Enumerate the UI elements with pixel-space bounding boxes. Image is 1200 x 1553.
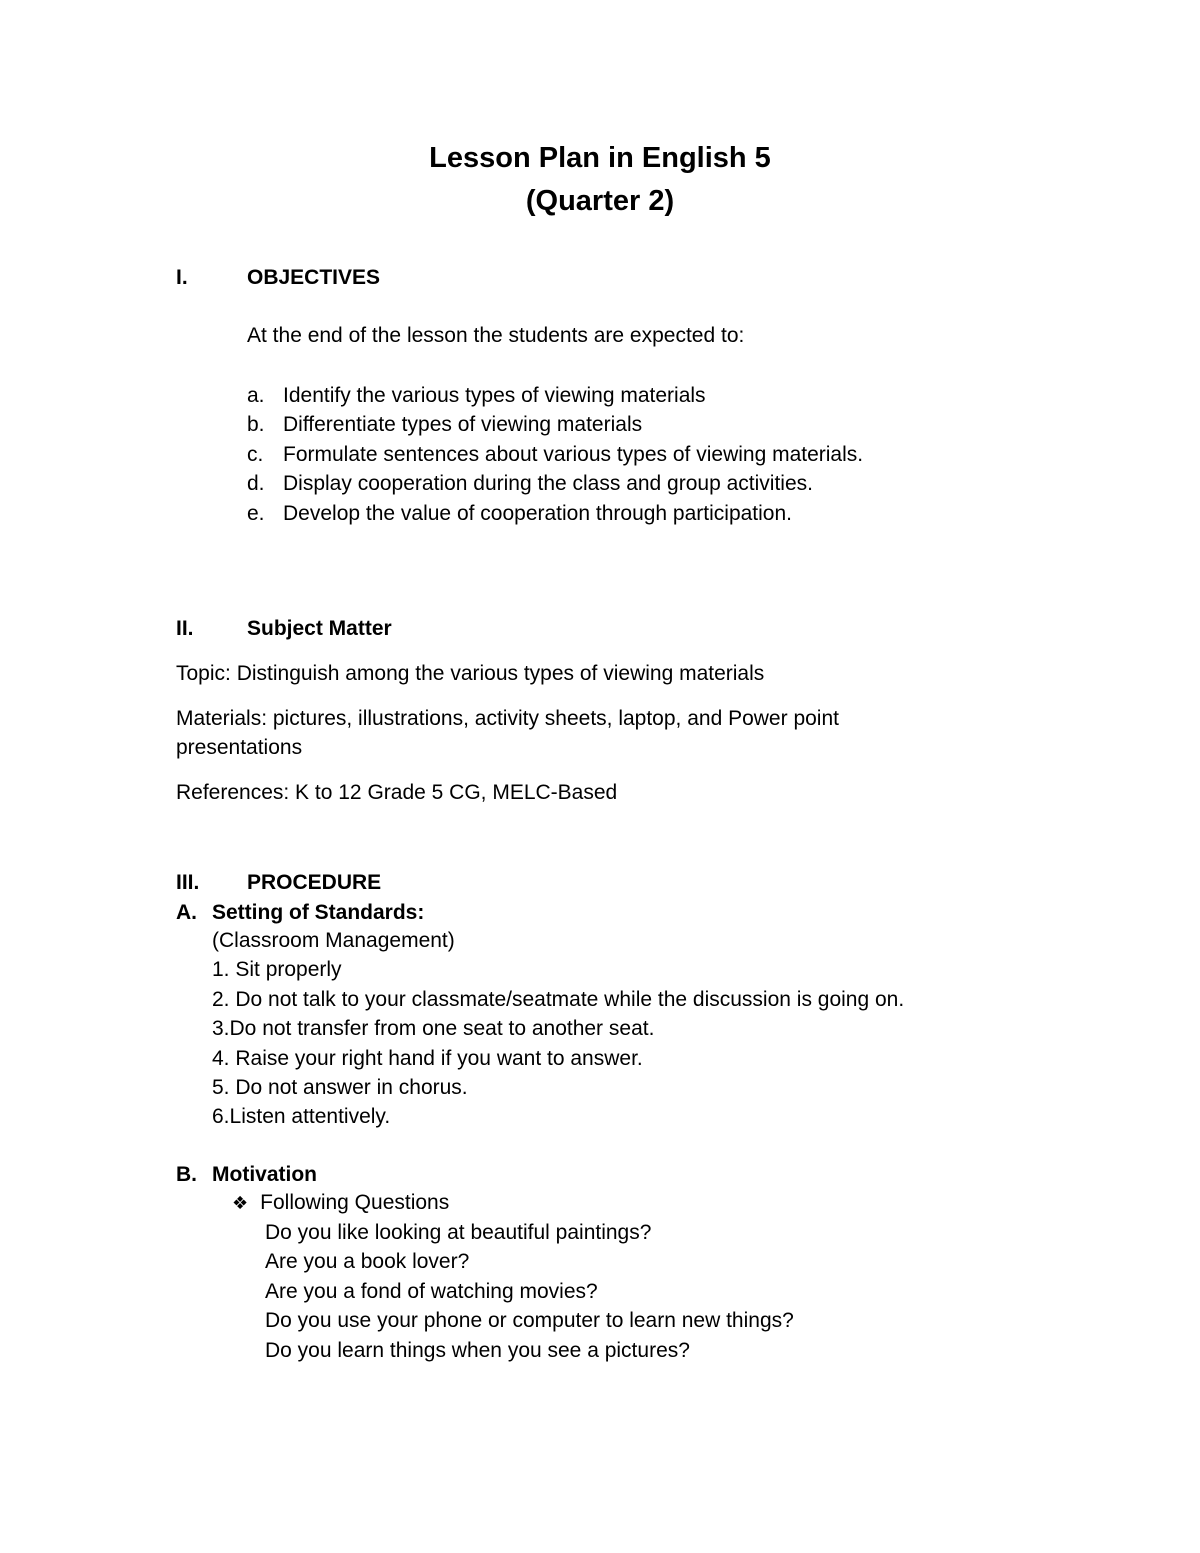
subject-references: References: K to 12 Grade 5 CG, MELC-Based	[176, 781, 618, 804]
objective-item	[247, 440, 1007, 469]
objective-item	[247, 499, 1007, 528]
subsection-letter-setting: A.	[176, 901, 197, 924]
document-title: Lesson Plan in English 5	[429, 142, 771, 174]
subsection-heading-setting: Setting of Standards:	[212, 901, 425, 924]
objective-text: Develop the value of cooperation through participation.	[283, 501, 793, 525]
subsection-letter-motivation: B.	[176, 1163, 197, 1186]
motivation-questions	[265, 1218, 794, 1365]
objectives-intro: At the end of the lesson the students are expected to:	[247, 324, 745, 347]
standards-line: 4. Raise your right hand if you want to answer.	[212, 1046, 643, 1070]
subject-materials-line2: presentations	[176, 736, 303, 759]
motivation-question: Do you use your phone or computer to learn new things?	[265, 1309, 794, 1333]
diamond-bullet-icon: ❖	[232, 1193, 249, 1213]
objective-letter: c.	[247, 442, 264, 466]
objective-letter: e.	[247, 501, 265, 525]
objective-letter: a.	[247, 384, 265, 407]
objective-text: Differentiate types of viewing materials	[283, 413, 643, 437]
subject-materials-line1: Materials: pictures, illustrations, activity sheets, laptop, and Power point	[176, 707, 839, 730]
section-heading-procedure: PROCEDURE	[247, 871, 382, 894]
objective-letter: b.	[247, 413, 265, 437]
objective-text: Display cooperation during the class and group activities.	[283, 472, 813, 496]
motivation-bullet	[232, 1188, 449, 1218]
objective-item	[247, 381, 1007, 410]
motivation-bullet-label: Following Questions	[260, 1191, 450, 1214]
section-numeral-procedure: III.	[176, 871, 200, 894]
objective-item	[247, 410, 1007, 439]
standards-line: 6.Listen attentively.	[212, 1105, 391, 1129]
standards-line: (Classroom Management)	[212, 929, 455, 952]
section-numeral-subject-matter: II.	[176, 617, 194, 640]
motivation-question: Are you a book lover?	[265, 1250, 470, 1274]
objective-item	[247, 469, 1007, 498]
motivation-question: Are you a fond of watching movies?	[265, 1279, 598, 1303]
section-numeral-objectives: I.	[176, 266, 188, 289]
subject-topic: Topic: Distinguish among the various types of viewing materials	[176, 662, 765, 685]
standards-list	[212, 926, 904, 1132]
subsection-heading-motivation: Motivation	[212, 1163, 317, 1186]
document-subtitle: (Quarter 2)	[525, 185, 675, 217]
standards-line: 3.Do not transfer from one seat to another seat.	[212, 1017, 655, 1041]
standards-line: 5. Do not answer in chorus.	[212, 1076, 468, 1100]
objective-text: Identify the various types of viewing materials	[283, 384, 706, 407]
objective-text: Formulate sentences about various types of viewing materials.	[283, 442, 864, 466]
section-heading-subject-matter: Subject Matter	[247, 617, 392, 640]
standards-line: 1. Sit properly	[212, 958, 342, 982]
motivation-question: Do you learn things when you see a pictures?	[265, 1338, 690, 1362]
standards-line: 2. Do not talk to your classmate/seatmate while the discussion is going on.	[212, 987, 905, 1011]
objectives-list	[247, 381, 1007, 528]
section-heading-objectives: OBJECTIVES	[247, 266, 381, 289]
motivation-question: Do you like looking at beautiful paintings?	[265, 1221, 652, 1244]
objective-letter: d.	[247, 472, 265, 496]
